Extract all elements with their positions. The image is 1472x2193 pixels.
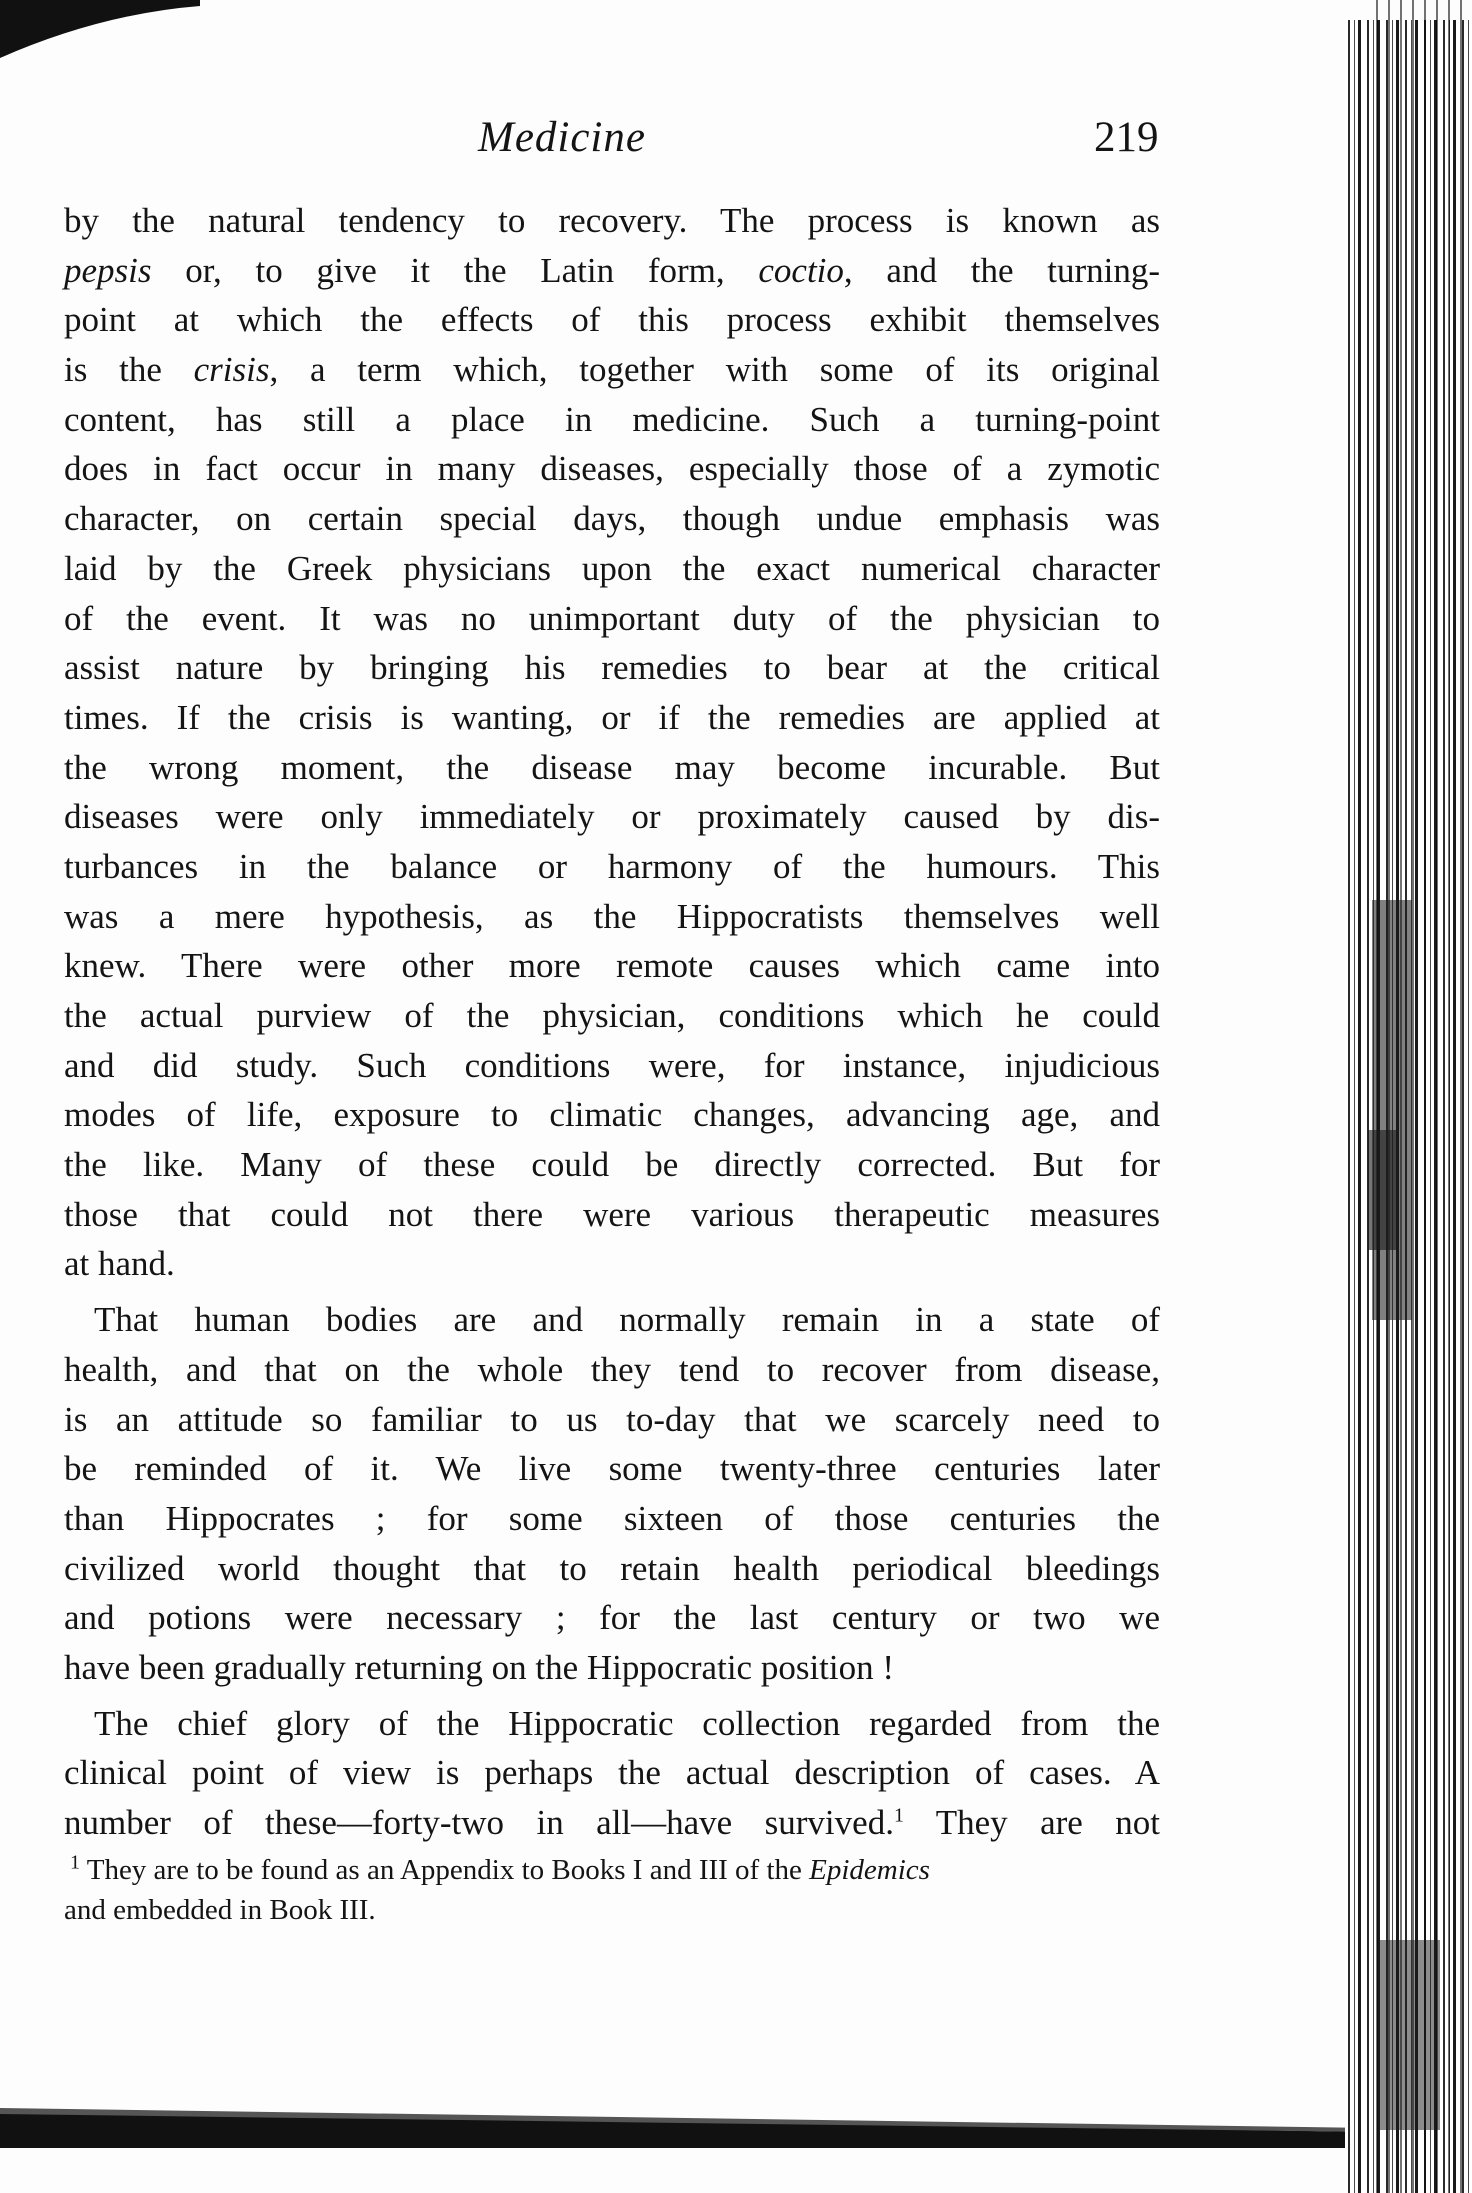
footnote-line: $^1$ They are to be found as an Appendix to Books I and III of the Epidemics <box>70 1851 930 1886</box>
text-line: and potions were necessary ; for the last century or two we <box>64 1598 1160 1638</box>
text-line: character, on certain special days, though undue emphasis was <box>64 499 1160 539</box>
text-line: modes of life, exposure to climatic changes, advancing age, and <box>64 1095 1160 1135</box>
text-line: civilized world thought that to retain health periodical bleedings <box>64 1548 1160 1588</box>
text-line: number of these—forty-two in all—have survived.$^1$ They are not <box>64 1803 1161 1842</box>
text-line: does in fact occur in many diseases, especially those of a zymotic <box>64 449 1160 489</box>
paragraph <box>64 196 1160 1289</box>
text-line: content, has still a place in medicine. Such a turning-point <box>64 399 1160 439</box>
text-line: clinical point of view is perhaps the actual description of cases. A <box>64 1753 1160 1793</box>
italic-term: crisis <box>193 350 270 390</box>
spine-dark-patch <box>1380 1940 1440 2130</box>
italic-term: coctio <box>758 250 844 290</box>
body-text <box>64 196 1160 1848</box>
text-line: and did study. Such conditions were, for instance, injudicious <box>64 1045 1160 1085</box>
text-line: at hand. <box>64 1244 175 1284</box>
text-line: The chief glory of the Hippocratic collection regarded from the <box>94 1703 1160 1743</box>
text-line: those that could not there were various therapeutic measures <box>64 1194 1160 1234</box>
text-line: was a mere hypothesis, as the Hippocratists themselves well <box>64 896 1160 936</box>
italic-term: pepsis <box>64 250 152 290</box>
footnote-line: and embedded in Book III. <box>64 1894 376 1926</box>
text-line: knew. There were other more remote causes which came into <box>64 946 1160 986</box>
text-line: times. If the crisis is wanting, or if the remedies are applied at <box>64 697 1160 737</box>
text-line: turbances in the balance or harmony of the humours. This <box>64 846 1160 886</box>
text-line: laid by the Greek physicians upon the exact numerical character <box>64 548 1160 588</box>
text-line: is an attitude so familiar to us to-day that we scarcely need to <box>64 1399 1160 1439</box>
text-line: health, and that on the whole they tend to recover from disease, <box>64 1349 1160 1389</box>
text-line: by the natural tendency to recovery. The process is known as <box>64 201 1160 240</box>
text-line: than Hippocrates ; for some sixteen of those centuries the <box>64 1498 1160 1538</box>
text-line: assist nature by bringing his remedies to bear at the critical <box>64 648 1160 688</box>
text-line: point at which the effects of this process exhibit themselves <box>64 300 1160 340</box>
paragraph <box>64 1699 1160 1848</box>
running-header <box>0 108 1472 168</box>
scan-bottom-shadow <box>0 2108 1372 2148</box>
text-line: diseases were only immediately or proximately caused by dis- <box>64 797 1160 837</box>
text-line: have been gradually returning on the Hippocratic position ! <box>64 1647 895 1687</box>
paragraph <box>64 1295 1160 1693</box>
page-number: 219 <box>1094 114 1159 161</box>
text-line: of the event. It was no unimportant duty of the physician to <box>64 598 1160 638</box>
spine-dark-patch <box>1368 1130 1398 1250</box>
text-line: the actual purview of the physician, conditions which he could <box>64 996 1160 1035</box>
text-line: the like. Many of these could be directly corrected. But for <box>64 1145 1160 1185</box>
text-line: be reminded of it. We live some twenty-three centuries later <box>64 1449 1160 1489</box>
running-title: Medicine <box>478 114 646 161</box>
scan-corner-mark <box>0 0 200 60</box>
footnote-reference: 1 <box>893 1804 904 1827</box>
text-line: the wrong moment, the disease may become incurable. But <box>64 747 1160 787</box>
spine-dark-patch <box>1372 900 1412 1320</box>
text-line: That human bodies are and normally remain in a state of <box>94 1300 1160 1340</box>
footnote <box>64 1850 1160 1930</box>
text-line: is the crisis, a term which, together with some of its original <box>64 350 1160 390</box>
footnote-marker: 1 <box>70 1851 80 1874</box>
italic-title: Epidemics <box>809 1854 930 1886</box>
text-line: pepsis or, to give it the Latin form, coctio, and the turning- <box>64 250 1160 290</box>
